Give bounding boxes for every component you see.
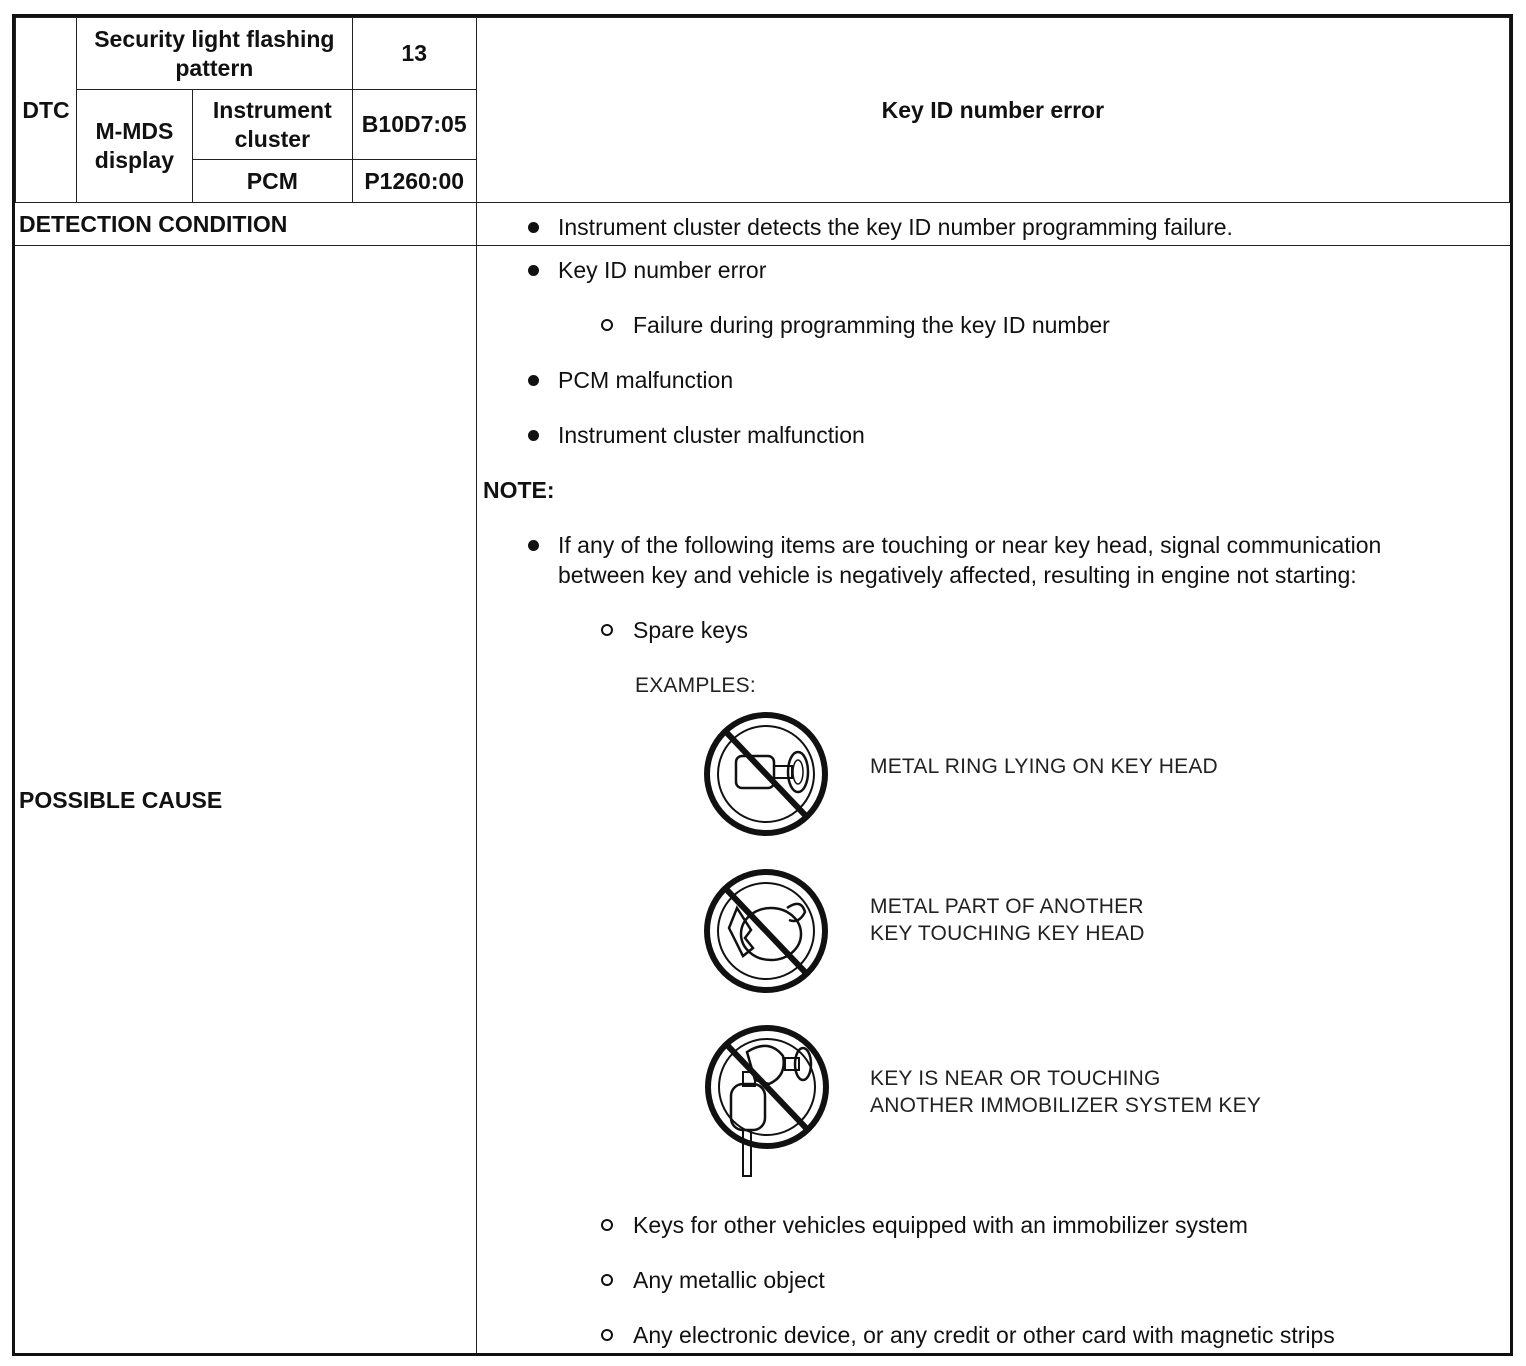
bullet-icon [528, 430, 539, 441]
pcm-code: P1260:00 [352, 160, 476, 203]
pcm-label: PCM [192, 160, 352, 203]
other-item: Any electronic device, or any credit or other card with magnetic strips [633, 1322, 1335, 1348]
dtc-label: DTC [16, 18, 77, 203]
flash-pattern-label: Security light flashing pattern [76, 18, 352, 90]
instrument-cluster-label: Instrument cluster [192, 90, 352, 160]
other-item: Any metallic object [633, 1267, 825, 1293]
other-item: Keys for other vehicles equipped with an immobilizer system [633, 1212, 1248, 1238]
mmds-display-label: M-MDS display [76, 90, 192, 203]
hollow-bullet-icon [601, 624, 613, 636]
example-caption-line2: ANOTHER IMMOBILIZER SYSTEM KEY [870, 1094, 1262, 1117]
note-label: NOTE: [483, 477, 555, 503]
hollow-bullet-icon [601, 1274, 613, 1286]
hollow-bullet-icon [601, 319, 613, 331]
flash-pattern-value: 13 [352, 18, 476, 90]
example-caption-line1: METAL PART OF ANOTHER [870, 895, 1144, 918]
note-text-line1: If any of the following items are touching or near key head, signal communication [558, 532, 1382, 558]
example-caption-line1: METAL RING LYING ON KEY HEAD [870, 755, 1218, 778]
cause-item: Key ID number error [558, 257, 767, 283]
example-caption-line2: KEY TOUCHING KEY HEAD [870, 922, 1145, 945]
dtc-sheet [12, 14, 1513, 1356]
detection-condition-text: Instrument cluster detects the key ID number programming failure. [558, 214, 1233, 240]
no-other-key-icon [699, 1024, 839, 1180]
possible-cause-label: POSSIBLE CAUSE [19, 787, 223, 813]
note-text-line2: between key and vehicle is negatively affected, resulting in engine not starting: [558, 562, 1357, 588]
example-caption-line1: KEY IS NEAR OR TOUCHING [870, 1067, 1161, 1090]
no-metal-key-part-icon [699, 868, 835, 994]
cause-item: Instrument cluster malfunction [558, 422, 865, 448]
no-metal-ring-icon [699, 711, 835, 837]
cause-item: PCM malfunction [558, 367, 734, 393]
instrument-cluster-code: B10D7:05 [352, 90, 476, 160]
bullet-icon [528, 265, 539, 276]
bullet-icon [528, 540, 539, 551]
column-divider [476, 203, 477, 1353]
bullet-icon [528, 222, 539, 233]
examples-label: EXAMPLES: [635, 674, 756, 697]
detection-condition-label: DETECTION CONDITION [19, 211, 288, 237]
row-divider [15, 245, 1510, 246]
dtc-title: Key ID number error [476, 18, 1509, 203]
bullet-icon [528, 375, 539, 386]
spare-keys-item: Spare keys [633, 617, 749, 643]
dtc-header-table [15, 17, 1510, 203]
hollow-bullet-icon [601, 1329, 613, 1341]
hollow-bullet-icon [601, 1219, 613, 1231]
cause-subitem: Failure during programming the key ID number [633, 312, 1110, 338]
